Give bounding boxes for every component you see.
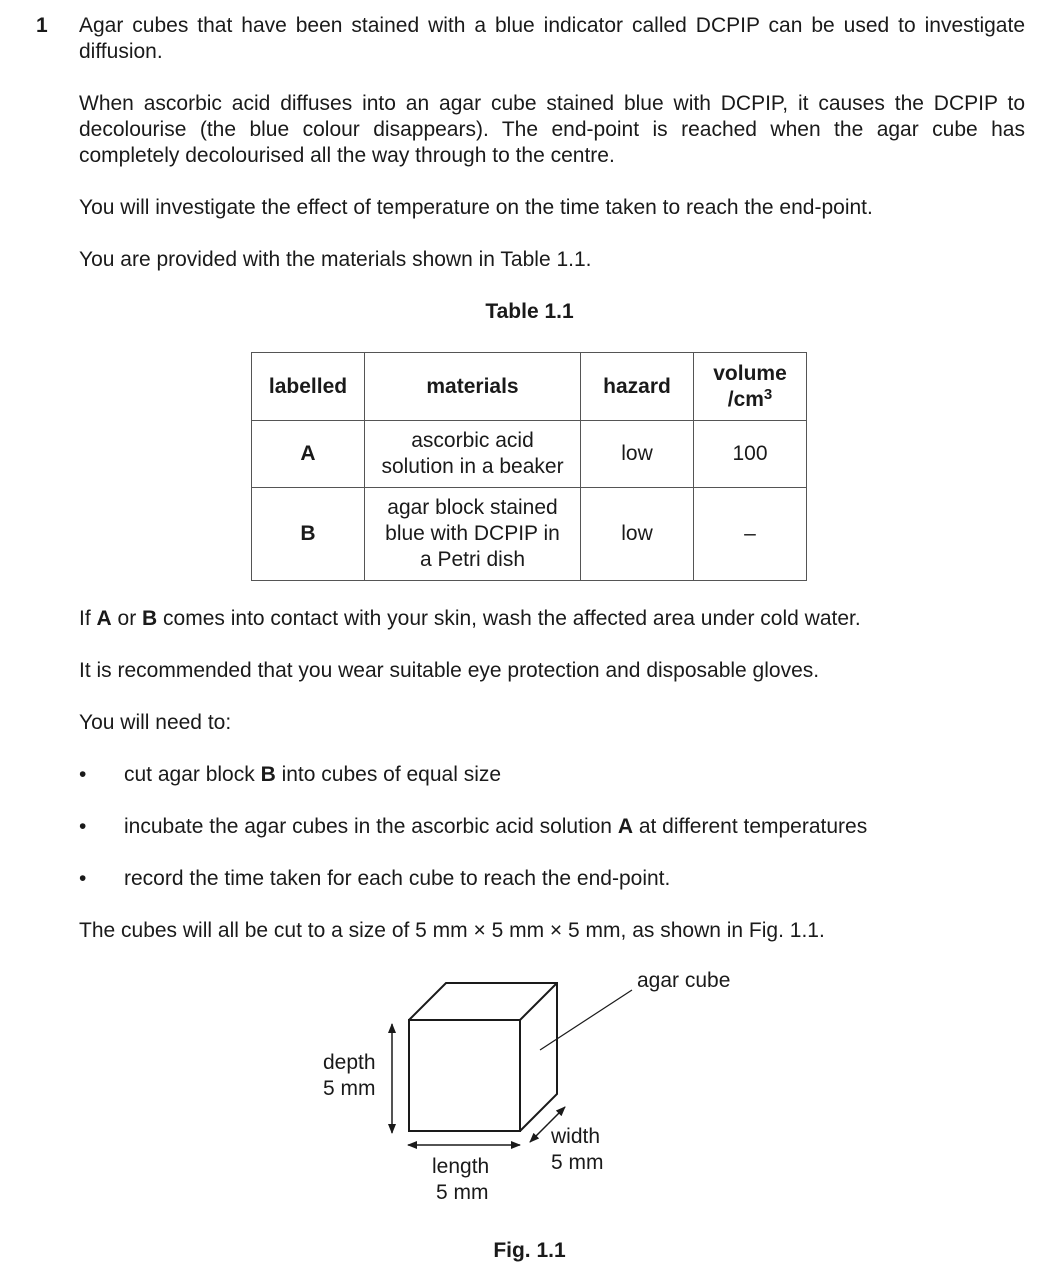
intro-paragraph-3: You will investigate the effect of temperature on the time taken to reach the end-point. — [79, 196, 873, 219]
cube-front-face — [409, 1020, 520, 1131]
label-width-value: 5 mm — [551, 1151, 604, 1174]
row-a-hazard: low — [581, 421, 694, 488]
materials-table — [251, 352, 807, 581]
row-b-material-line: blue with DCPIP in — [385, 522, 560, 545]
header-labelled: labelled — [252, 353, 365, 421]
header-materials: materials — [365, 353, 581, 421]
table-row — [252, 421, 807, 488]
bullet-glyph: • — [79, 815, 87, 838]
label-depth-text: depth — [323, 1051, 376, 1074]
row-b-material-line: agar block stained — [387, 496, 558, 519]
safety-text: or — [111, 607, 143, 630]
label-depth — [323, 1050, 376, 1102]
safety-bold-a: A — [96, 607, 112, 630]
row-b-material-line: a Petri dish — [419, 548, 526, 571]
header-volume-label: volume — [713, 361, 787, 385]
safety-paragraph-1 — [79, 606, 1025, 632]
question-number: 1 — [36, 14, 48, 37]
intro-paragraph-2: When ascorbic acid diffuses into an agar cube stained blue with DCPIP, it causes the DCPIP to decolourise (the blue colour disappears). The end-point is reached when the agar cube has completely decolourised all the way through to the centre. — [79, 92, 1025, 167]
cube-size-sentence: The cubes will all be cut to a size of 5 mm × 5 mm × 5 mm, as shown in Fig. 1.1. — [79, 919, 825, 942]
label-width — [551, 1124, 604, 1176]
need-intro: You will need to: — [79, 711, 232, 734]
label-depth-value: 5 mm — [323, 1077, 376, 1100]
safety-paragraph-2: It is recommended that you wear suitable eye protection and disposable gloves. — [79, 659, 820, 682]
label-width-text: width — [551, 1125, 601, 1148]
bullet-glyph: • — [79, 867, 87, 890]
label-agar-cube: agar cube — [637, 969, 731, 992]
row-b-hazard: low — [581, 488, 694, 581]
row-b-volume: – — [694, 488, 807, 581]
row-b-label: B — [252, 488, 365, 581]
width-arrow-up — [548, 1107, 565, 1124]
intro-paragraph-1: Agar cubes that have been stained with a blue indicator called DCPIP can be used to investigate diffusion. — [79, 14, 1025, 63]
bullet-bold: A — [617, 815, 633, 838]
agar-cube-shape — [409, 983, 557, 1131]
label-length-text: length — [432, 1155, 490, 1178]
intro-paragraph-4: You are provided with the materials shown in Table 1.1. — [79, 248, 592, 271]
safety-bold-b: B — [142, 607, 158, 630]
table-header-row — [252, 353, 807, 421]
safety-text: If — [79, 607, 97, 630]
bullet-text: at different temperatures — [632, 815, 868, 838]
table-title: Table 1.1 — [485, 300, 574, 323]
row-a-label: A — [252, 421, 365, 488]
bullet-text: incubate the agar cubes in the ascorbic acid solution — [124, 815, 618, 838]
header-volume-unit-exponent: 3 — [763, 385, 773, 403]
row-a-material-line: solution in a beaker — [381, 455, 564, 478]
safety-text: comes into contact with your skin, wash the affected area under cold water. — [157, 607, 861, 630]
bullet-item-2 — [124, 814, 867, 840]
row-b-material — [365, 488, 581, 581]
row-a-material — [365, 421, 581, 488]
table-row — [252, 488, 807, 581]
header-volume-unit: /cm — [727, 387, 764, 411]
cube-top-right-edge — [520, 983, 557, 1020]
width-arrow-down — [530, 1124, 548, 1142]
label-length — [432, 1154, 489, 1206]
header-volume — [694, 353, 807, 421]
bullet-text: cut agar block — [124, 763, 261, 786]
agar-cube-leader-line — [540, 990, 632, 1050]
label-length-value: 5 mm — [436, 1181, 489, 1204]
header-hazard: hazard — [581, 353, 694, 421]
figure-title: Fig. 1.1 — [493, 1239, 566, 1262]
row-a-material-line: ascorbic acid — [411, 429, 534, 452]
row-a-volume: 100 — [694, 421, 807, 488]
bullet-text: into cubes of equal size — [275, 763, 502, 786]
bullet-item-1 — [124, 762, 501, 788]
bullet-glyph: • — [79, 763, 87, 786]
bullet-bold: B — [260, 763, 276, 786]
cube-diagram — [0, 960, 1059, 1240]
bullet-item-3: record the time taken for each cube to reach the end-point. — [124, 867, 671, 890]
